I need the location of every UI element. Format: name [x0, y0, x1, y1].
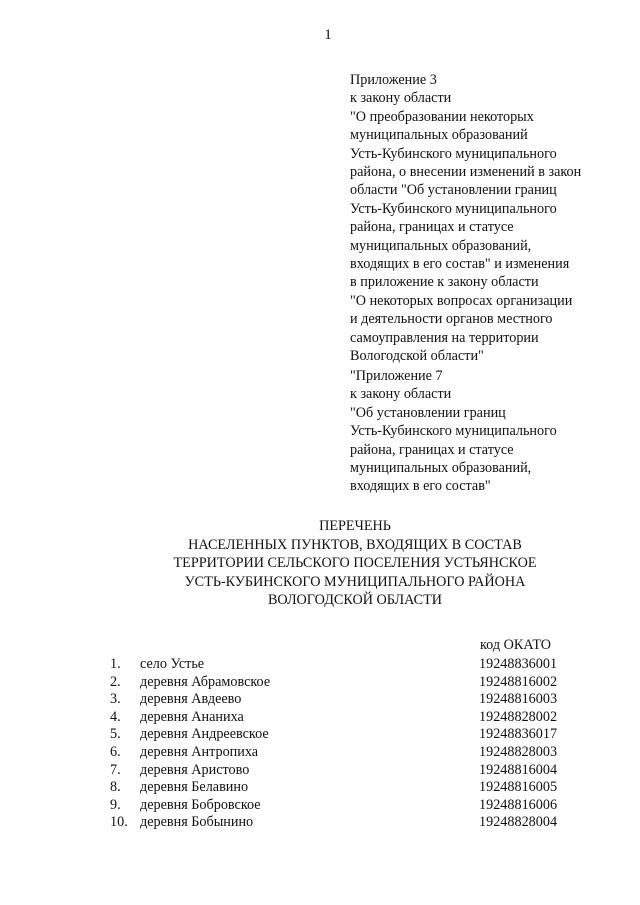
okato-code: 19248836001: [479, 656, 558, 672]
okato-code: 19248816004: [479, 761, 558, 778]
okato-code: 19248816003: [479, 691, 558, 708]
list-item: [110, 814, 570, 832]
okato-code: 19248828002: [479, 708, 558, 725]
appendix-7-line: муниципальных образований,: [350, 460, 532, 477]
title-line: НАСЕЛЕННЫХ ПУНКТОВ, ВХОДЯЩИХ В СОСТАВ: [188, 536, 522, 553]
appendix-3-header: [350, 71, 635, 366]
settlement-name: деревня Абрамовское: [140, 673, 271, 690]
title-line: УСТЬ-КУБИНСКОГО МУНИЦИПАЛЬНОГО РАЙОНА: [184, 573, 526, 590]
appendix-7-line: входящих в его состав": [350, 478, 491, 495]
appendix-3-line: Усть-Кубинского муниципального: [350, 200, 557, 217]
item-number: 5.: [110, 726, 121, 743]
item-number: 6.: [110, 743, 121, 760]
appendix-7-line: "Приложение 7: [350, 368, 443, 384]
appendix-3-line: муниципальных образований: [350, 127, 528, 144]
title-line: ВОЛОГОДСКОЙ ОБЛАСТИ: [267, 592, 443, 609]
item-number: 4.: [110, 708, 121, 725]
appendix-7-line: Усть-Кубинского муниципального: [350, 423, 557, 440]
appendix-7-line: "Об установлении границ: [350, 404, 506, 421]
appendix-3-line: в приложение к закону области: [350, 274, 539, 291]
item-number: 7.: [110, 761, 121, 778]
settlement-name: деревня Авдеево: [140, 691, 242, 708]
item-number: 1.: [110, 656, 121, 672]
appendix-7-header: [350, 367, 635, 496]
okato-code: 19248816002: [479, 673, 558, 690]
okato-column-header: код ОКАТО: [480, 637, 552, 653]
okato-code: 19248828004: [479, 814, 558, 831]
list-item: [110, 656, 570, 674]
list-item: [110, 709, 570, 727]
settlement-name: село Устье: [140, 656, 205, 672]
settlement-name: деревня Ананиха: [140, 708, 244, 725]
appendix-7-line: к закону области: [350, 386, 452, 403]
list-item: [110, 726, 570, 744]
okato-code: 19248836017: [479, 726, 558, 743]
settlement-name: деревня Андреевское: [140, 726, 269, 743]
title-line: ПЕРЕЧЕНЬ: [319, 518, 391, 534]
item-number: 9.: [110, 796, 121, 813]
okato-code: 19248816005: [479, 779, 558, 796]
list-item: [110, 797, 570, 815]
item-number: 3.: [110, 691, 121, 708]
document-title: [0, 517, 640, 610]
okato-code: 19248828003: [479, 743, 558, 760]
list-item: [110, 762, 570, 780]
list-item: [110, 691, 570, 709]
settlement-name: деревня Бобровское: [140, 796, 261, 813]
list-item: [110, 779, 570, 797]
appendix-3-line: "О преобразовании некоторых: [350, 108, 534, 125]
settlement-list: [110, 656, 570, 832]
appendix-3-line: муниципальных образований,: [350, 237, 532, 254]
settlement-name: деревня Антропиха: [140, 743, 259, 760]
appendix-3-line: "О некоторых вопросах организации: [350, 292, 573, 309]
appendix-3-line: Усть-Кубинского муниципального: [350, 145, 557, 162]
appendix-3-line: района, границах и статусе: [350, 219, 514, 236]
appendix-3-line: и деятельности органов местного: [350, 311, 553, 328]
item-number: 2.: [110, 673, 121, 690]
appendix-3-line: Вологодской области": [350, 348, 484, 365]
appendix-3-line: входящих в его состав" и изменения: [350, 256, 570, 273]
appendix-7-line: района, границах и статусе: [350, 441, 514, 458]
list-item: [110, 744, 570, 762]
okato-code: 19248816006: [479, 796, 558, 813]
appendix-3-line: Приложение 3: [350, 72, 437, 88]
appendix-3-line: области "Об установлении границ: [350, 182, 557, 199]
appendix-3-line: района, о внесении изменений в закон: [350, 164, 582, 181]
list-item: [110, 674, 570, 692]
settlement-name: деревня Белавино: [140, 779, 249, 796]
title-line: ТЕРРИТОРИИ СЕЛЬСКОГО ПОСЕЛЕНИЯ УСТЬЯНСКОЕ: [173, 555, 537, 572]
page-number: 1: [324, 27, 332, 43]
item-number: 8.: [110, 779, 121, 796]
item-number: 10.: [110, 814, 128, 831]
settlement-name: деревня Аристово: [140, 761, 250, 778]
appendix-3-line: самоуправления на территории: [350, 329, 539, 346]
appendix-3-line: к закону области: [350, 90, 452, 107]
settlement-name: деревня Бобынино: [140, 814, 254, 831]
